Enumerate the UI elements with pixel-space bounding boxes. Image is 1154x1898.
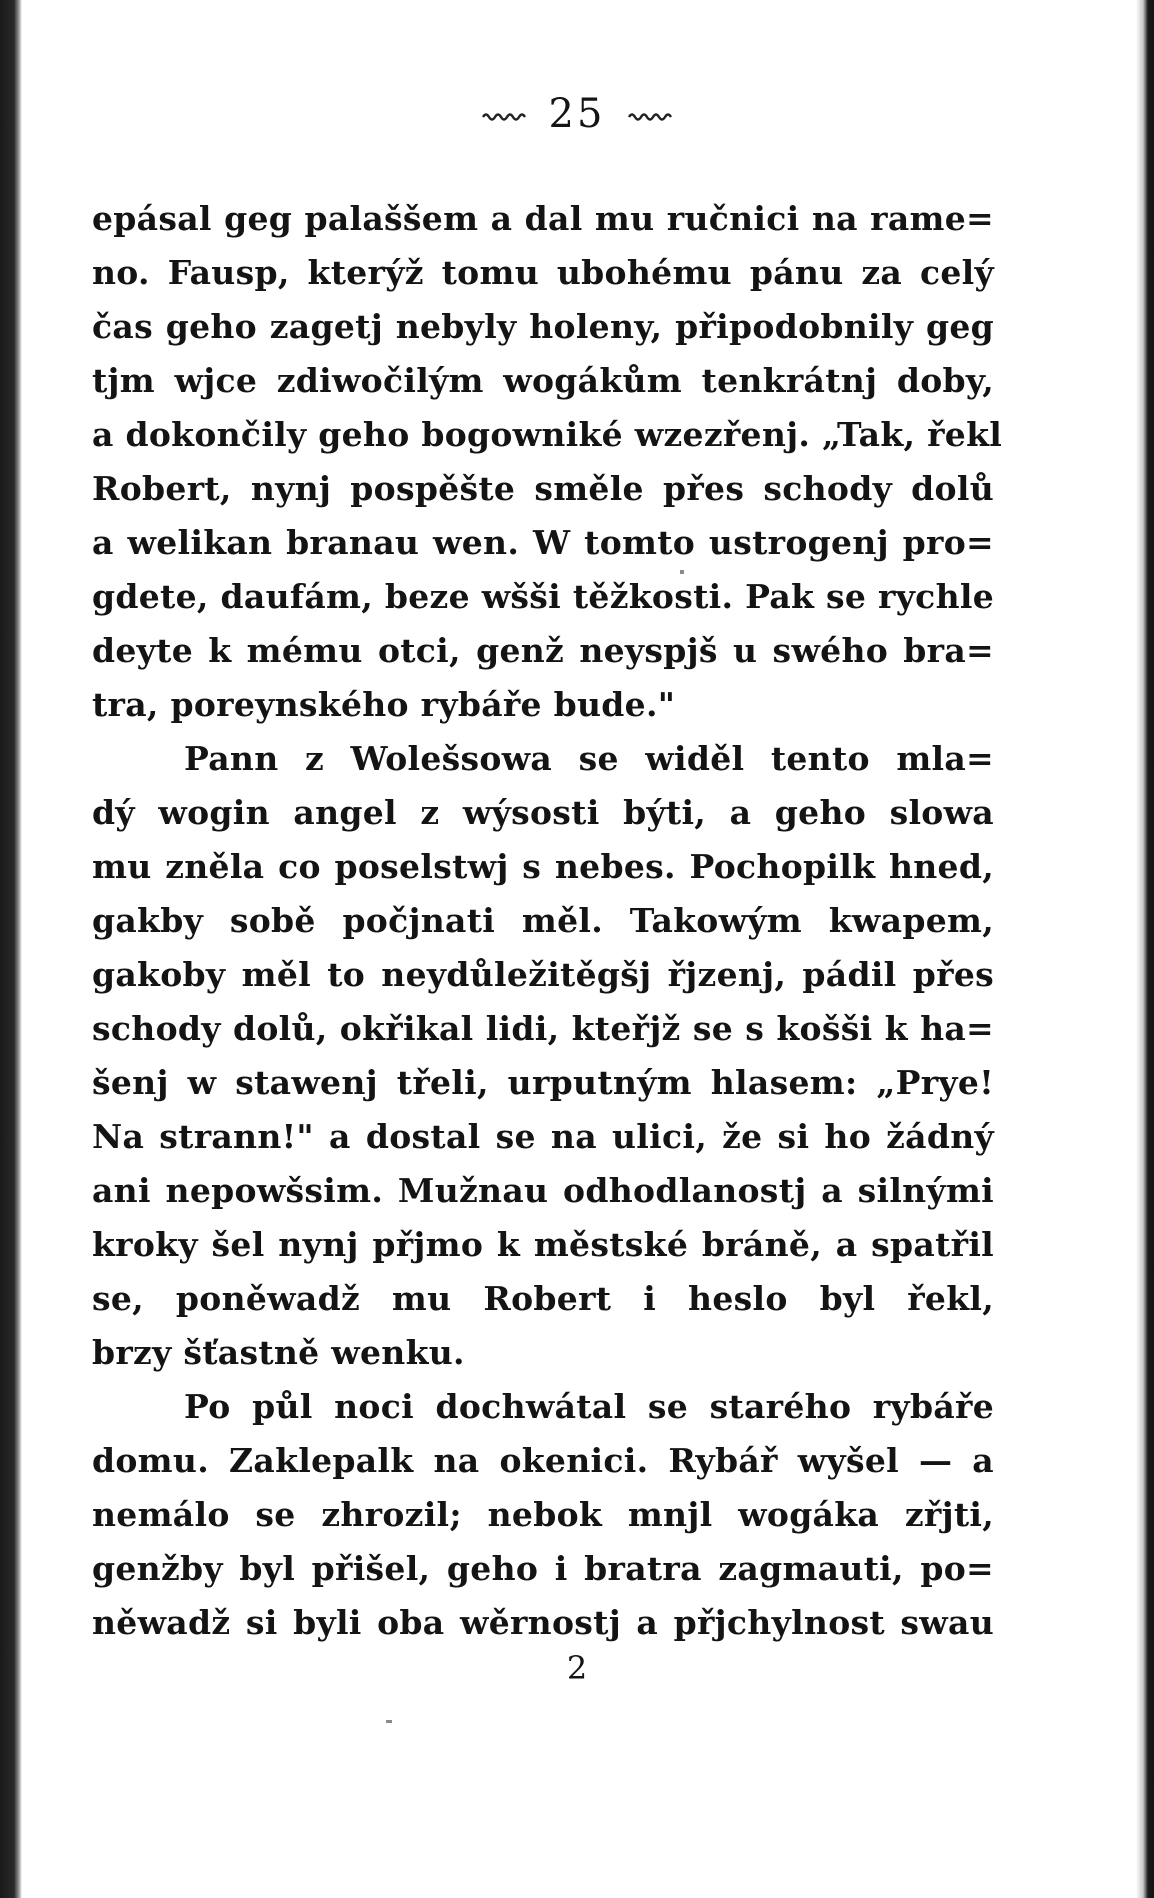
text-line: no. Fausp, kterýž tomu ubohému pánu za celý — [92, 253, 994, 292]
text-line: gakby sobě počjnati měl. Takowým kwapem, — [92, 901, 994, 940]
text-line: deyte k mému otci, genž neyspjš u swého bra= — [92, 631, 994, 670]
text-line: a dokončily geho bogowniké wzezřenj. „Tak, řekl — [92, 415, 1003, 454]
text-line: čas geho zagetj nebyly holeny, připodobnily geg — [92, 307, 994, 346]
text-line: brzy šťastně wenku. — [92, 1333, 465, 1372]
text-line: tjm wjce zdiwočilým wogákům tenkrátnj doby, — [92, 361, 994, 400]
text-line: ani nepowšsim. Mužnau odhodlanostj a silnými — [92, 1171, 994, 1210]
page-header — [0, 84, 1154, 144]
text-line: a welikan branau wen. W tomto ustrogenj pro= — [92, 523, 994, 562]
page-right-edge — [1136, 0, 1154, 1898]
page-binding-edge — [0, 0, 22, 1898]
text-line: gakoby měl to neydůležitěgšj řjzenj, pádil přes — [92, 955, 994, 994]
text-line: Pann z Wolešsowa se widěl tento mla= — [184, 739, 994, 778]
text-line: domu. Zaklepalk na okenici. Rybář wyšel — a — [92, 1441, 994, 1480]
squiggle-right-icon — [627, 110, 673, 124]
text-line: nemálo se zhrozil; nebok mnjl wogáka zřjti, — [92, 1495, 994, 1534]
text-line: epásal geg palaššem a dal mu ručnici na rame= — [92, 199, 994, 238]
paper-speck — [680, 570, 684, 574]
text-line: genžby byl přišel, geho i bratra zagmauti, po= — [92, 1549, 994, 1588]
text-line: šenj w stawenj třeli, urputným hlasem: „Prye! — [92, 1063, 994, 1102]
paper-speck — [386, 1720, 392, 1723]
text-line: kroky šel nynj přjmo k městské bráně, a spatřil — [92, 1225, 994, 1264]
text-line: tra, poreynského rybáře bude." — [92, 685, 676, 724]
text-line: Po půl noci dochwátal se starého rybáře — [184, 1387, 994, 1426]
squiggle-left-icon — [481, 110, 527, 124]
text-line: mu zněla co poselstwj s nebes. Pochopilk hned, — [92, 847, 994, 886]
text-line: dý wogin angel z wýsosti býti, a geho slowa — [92, 793, 994, 832]
text-line: schody dolů, okřikal lidi, kteřjž se s košši k ha= — [92, 1009, 994, 1048]
text-line: Na strann!" a dostal se na ulici, že si ho žádný — [92, 1117, 994, 1156]
signature-mark: 2 — [566, 1649, 588, 1687]
text-line: gdete, daufám, beze wšši těžkosti. Pak se rychle — [92, 577, 994, 616]
body-text — [92, 192, 1003, 1650]
text-line: se, poněwadž mu Robert i heslo byl řekl, — [92, 1279, 994, 1318]
text-line: Robert, nynj pospěšte směle přes schody dolů — [92, 469, 994, 508]
text-line: něwadž si byli oba wěrnostj a přjchylnost swau — [92, 1603, 994, 1642]
page-number: 25 — [548, 91, 606, 137]
